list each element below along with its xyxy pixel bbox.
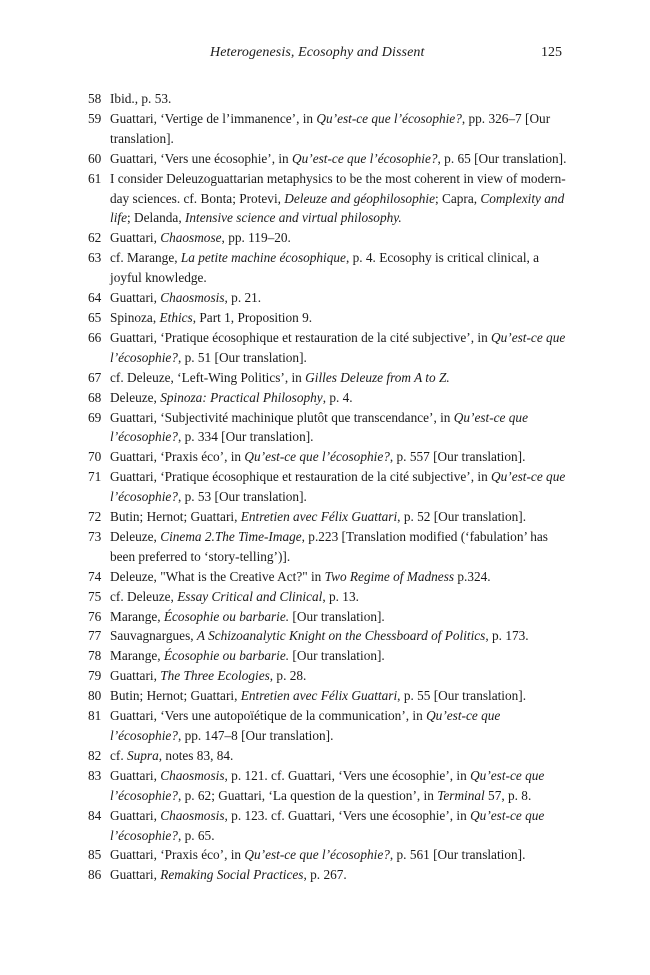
endnote-text	[110, 388, 568, 408]
cited-title: Qu’est-ce que l’écosophie?	[316, 110, 462, 126]
endnote-text	[110, 806, 568, 846]
endnote-number: 83	[88, 767, 102, 783]
endnote-text	[110, 646, 568, 666]
endnote-number: 68	[88, 389, 102, 405]
endnote	[88, 388, 568, 408]
endnote	[88, 686, 568, 706]
endnote-number: 75	[88, 588, 102, 604]
cited-title: Essay Critical and Clinical	[177, 588, 323, 604]
note-segment: Guattari,	[110, 767, 161, 783]
endnote	[88, 806, 568, 846]
cited-title: Entretien avec Félix Guattari	[240, 509, 398, 525]
note-segment: , p. 334 [Our translation].	[177, 429, 314, 445]
note-segment: Guattari, ‘Subjectivité machinique plutôt que transcendance’, in	[110, 409, 454, 425]
cited-title: Chaosmose	[160, 230, 222, 246]
note-segment: ; Delanda,	[127, 210, 185, 226]
endnote-text	[110, 447, 568, 467]
endnote	[88, 169, 568, 229]
endnote	[88, 89, 568, 109]
endnote-text	[110, 228, 568, 248]
note-segment: , p. 21.	[224, 290, 262, 306]
note-segment: , p. 267.	[303, 867, 347, 883]
endnote	[88, 507, 568, 527]
note-segment: , p. 51 [Our translation].	[177, 349, 307, 365]
note-segment: , pp. 326–7 [Our translation].	[110, 110, 551, 146]
cited-title: Qu’est-ce que l’écosophie?	[110, 469, 566, 505]
note-segment: , p. 123. cf. Guattari, ‘Vers une écosophie’, in	[224, 807, 471, 823]
endnotes-list	[88, 89, 568, 885]
cited-title: Supra	[126, 747, 159, 763]
endnote-number: 58	[88, 91, 102, 106]
endnote	[88, 248, 568, 288]
endnote	[88, 527, 568, 567]
endnote-number: 61	[88, 170, 102, 186]
endnote	[88, 587, 568, 607]
note-segment: Guattari,	[110, 668, 161, 684]
endnote-number: 82	[88, 747, 102, 763]
note-segment: Sauvagnargues,	[110, 628, 197, 644]
endnote	[88, 646, 568, 666]
endnote-number: 76	[88, 608, 102, 624]
endnote-number: 81	[88, 708, 102, 724]
endnote-text	[110, 666, 568, 686]
endnote	[88, 626, 568, 646]
endnote-text	[110, 766, 568, 806]
endnote-number: 86	[88, 867, 102, 883]
note-segment: , p. 65 [Our translation].	[437, 150, 567, 166]
cited-title: Qu’est-ce que l’écosophie?	[110, 409, 528, 445]
note-segment: Guattari,	[110, 867, 161, 883]
endnote-number: 63	[88, 250, 102, 266]
endnote-text	[110, 109, 568, 149]
note-segment: Guattari, ‘Vertige de l’immanence’, in	[110, 110, 317, 126]
note-segment: , p. 65.	[177, 827, 215, 843]
note-segment: Ibid., p. 53.	[110, 91, 172, 106]
note-segment: Guattari,	[110, 230, 161, 246]
endnote-text	[110, 169, 568, 229]
endnote-text	[110, 567, 568, 587]
cited-title: Qu’est-ce que l’écosophie?	[110, 767, 545, 803]
cited-title: Qu’est-ce que l’écosophie?	[292, 150, 438, 166]
cited-title: Qu’est-ce que l’écosophie?	[244, 449, 390, 465]
endnote-number: 65	[88, 309, 102, 325]
endnote-text	[110, 706, 568, 746]
note-segment: , p. 4. Ecosophy is critical clinical, a joyful knowledge.	[110, 250, 540, 286]
endnote-text	[110, 408, 568, 448]
endnote-number: 78	[88, 648, 102, 664]
endnote	[88, 746, 568, 766]
endnote-text	[110, 368, 568, 388]
endnote-text	[110, 587, 568, 607]
endnote-text	[110, 845, 568, 865]
note-segment: cf. Deleuze, ‘Left-Wing Politics’, in	[110, 369, 306, 385]
note-segment: Guattari, ‘Praxis éco’, in	[110, 449, 245, 465]
endnote-text	[110, 527, 568, 567]
endnote-number: 85	[88, 847, 102, 863]
endnote-number: 79	[88, 668, 102, 684]
note-segment: , Part 1, Proposition 9.	[192, 309, 313, 325]
endnote-number: 73	[88, 528, 102, 544]
note-segment: 57, p. 8.	[484, 787, 532, 803]
note-segment: cf.	[110, 747, 127, 763]
endnote-number: 72	[88, 509, 102, 525]
note-segment: ; Capra,	[434, 190, 481, 206]
cited-title: Complexity and life	[110, 190, 565, 226]
cited-title: Remaking Social Practices	[160, 867, 304, 883]
note-segment: Guattari,	[110, 290, 161, 306]
note-segment: , notes 83, 84.	[158, 747, 234, 763]
cited-title: Qu’est-ce que l’écosophie?	[110, 807, 545, 843]
endnote	[88, 228, 568, 248]
endnote	[88, 607, 568, 627]
note-segment: Guattari,	[110, 807, 161, 823]
note-segment: , pp. 119–20.	[221, 230, 291, 246]
cited-title: Chaosmosis	[160, 807, 225, 823]
cited-title: Spinoza: Practical Philosophy	[160, 389, 323, 405]
cited-title: Entretien avec Félix Guattari	[240, 688, 398, 704]
endnote-text	[110, 248, 568, 288]
note-segment: , p. 557 [Our translation].	[389, 449, 526, 465]
endnote-text	[110, 328, 568, 368]
cited-title: Ethics	[159, 309, 193, 325]
cited-title: La petite machine écosophique	[180, 250, 346, 266]
cited-title: Qu’est-ce que l’écosophie?	[110, 708, 501, 743]
running-head: Heterogenesis, Ecosophy and Dissent	[210, 45, 425, 60]
note-segment: , p. 62; Guattari, ‘La question de la question’, in	[177, 787, 438, 803]
note-segment: Guattari, ‘Pratique écosophique et restauration de la cité subjective’, in	[110, 329, 492, 345]
note-segment: Spinoza,	[110, 309, 160, 325]
note-segment: Deleuze, "What is the Creative Act?" in	[110, 568, 325, 584]
note-segment: I consider Deleuzoguattarian metaphysics to be the most coherent in view of modern-day sciences. cf. Bonta; Protevi,	[110, 170, 566, 206]
note-segment: cf. Marange,	[110, 250, 181, 266]
endnote-number: 69	[88, 409, 102, 425]
cited-title: Écosophie ou barbarie.	[163, 648, 290, 664]
note-segment: , p. 13.	[322, 588, 359, 604]
endnote-text	[110, 89, 568, 109]
cited-title: The Three Ecologies	[160, 668, 270, 684]
endnote	[88, 408, 568, 448]
note-segment: , p. 28.	[269, 668, 307, 684]
endnote	[88, 766, 568, 806]
note-segment: Guattari, ‘Vers une autopoïétique de la communication’, in	[110, 708, 427, 724]
endnote-text	[110, 686, 568, 706]
endnote	[88, 109, 568, 149]
note-segment: Guattari, ‘Pratique écosophique et restauration de la cité subjective’, in	[110, 469, 492, 485]
endnote-text	[110, 746, 568, 766]
endnote	[88, 845, 568, 865]
note-segment: , pp. 147–8 [Our translation].	[177, 728, 334, 743]
note-segment: [Our translation].	[289, 608, 385, 624]
endnote	[88, 149, 568, 169]
endnote-number: 70	[88, 449, 102, 465]
endnote	[88, 368, 568, 388]
endnote-text	[110, 149, 568, 169]
endnote-text	[110, 308, 568, 328]
endnote	[88, 328, 568, 368]
note-segment: , p. 121. cf. Guattari, ‘Vers une écosophie’, in	[224, 767, 471, 783]
endnote-text	[110, 507, 568, 527]
endnote-text	[110, 865, 568, 885]
cited-title: Chaosmosis	[160, 767, 225, 783]
note-segment: , p. 173.	[485, 628, 529, 644]
note-segment: Guattari, ‘Vers une écosophie’, in	[110, 150, 293, 166]
note-segment: Marange,	[110, 648, 164, 664]
endnote-number: 84	[88, 807, 102, 823]
cited-title: Deleuze and géophilosophie	[284, 190, 435, 206]
endnote-text	[110, 607, 568, 627]
endnote-text	[110, 467, 568, 507]
note-segment: , p. 52 [Our translation].	[397, 509, 527, 525]
note-segment: cf. Deleuze,	[110, 588, 178, 604]
cited-title: Two Regime of Madness	[324, 568, 455, 584]
cited-title: Écosophie ou barbarie.	[163, 608, 290, 624]
endnote	[88, 308, 568, 328]
endnote-number: 59	[88, 110, 102, 126]
note-segment: , p. 561 [Our translation].	[389, 847, 526, 863]
endnote-number: 66	[88, 329, 102, 345]
note-segment: Deleuze,	[110, 389, 161, 405]
endnote-number: 67	[88, 369, 102, 385]
endnote-number: 77	[88, 628, 102, 644]
cited-title: Chaosmosis	[160, 290, 225, 306]
endnote	[88, 447, 568, 467]
note-segment: [Our translation].	[289, 648, 385, 664]
endnote-text	[110, 288, 568, 308]
endnote	[88, 706, 568, 746]
note-segment: , p. 55 [Our translation].	[397, 688, 527, 704]
cited-title: Qu’est-ce que l’écosophie?	[244, 847, 390, 863]
cited-title: Terminal	[437, 787, 485, 803]
note-segment: Butin; Hernot; Guattari,	[110, 509, 241, 525]
cited-title: Gilles Deleuze from A to Z.	[305, 369, 450, 385]
endnote-number: 80	[88, 688, 102, 704]
endnote	[88, 567, 568, 587]
endnote	[88, 666, 568, 686]
cited-title: Qu’est-ce que l’écosophie?	[110, 329, 566, 365]
cited-title: Intensive science and virtual philosophy.	[184, 210, 402, 226]
cited-title: Cinema 2.The Time-Image	[160, 528, 302, 544]
endnote-number: 64	[88, 290, 102, 306]
note-segment: Deleuze,	[110, 528, 161, 544]
endnote-number: 60	[88, 150, 102, 166]
note-segment: Butin; Hernot; Guattari,	[110, 688, 241, 704]
cited-title: A Schizoanalytic Knight on the Chessboard of Politics	[196, 628, 486, 644]
endnote-text	[110, 626, 568, 646]
endnote-number: 71	[88, 469, 102, 485]
note-segment: p.324.	[454, 568, 491, 584]
note-segment: Marange,	[110, 608, 164, 624]
note-segment: , p.223 [Translation modified (‘fabulation’ has been preferred to ‘story-telling’)].	[110, 528, 548, 564]
page-number: 125	[541, 45, 562, 60]
note-segment: Guattari, ‘Praxis éco’, in	[110, 847, 245, 863]
endnote-number: 74	[88, 568, 102, 584]
note-segment: , p. 53 [Our translation].	[177, 489, 307, 505]
endnote-number: 62	[88, 230, 102, 246]
endnote	[88, 467, 568, 507]
endnote	[88, 865, 568, 885]
note-segment: , p. 4.	[322, 389, 353, 405]
endnote	[88, 288, 568, 308]
